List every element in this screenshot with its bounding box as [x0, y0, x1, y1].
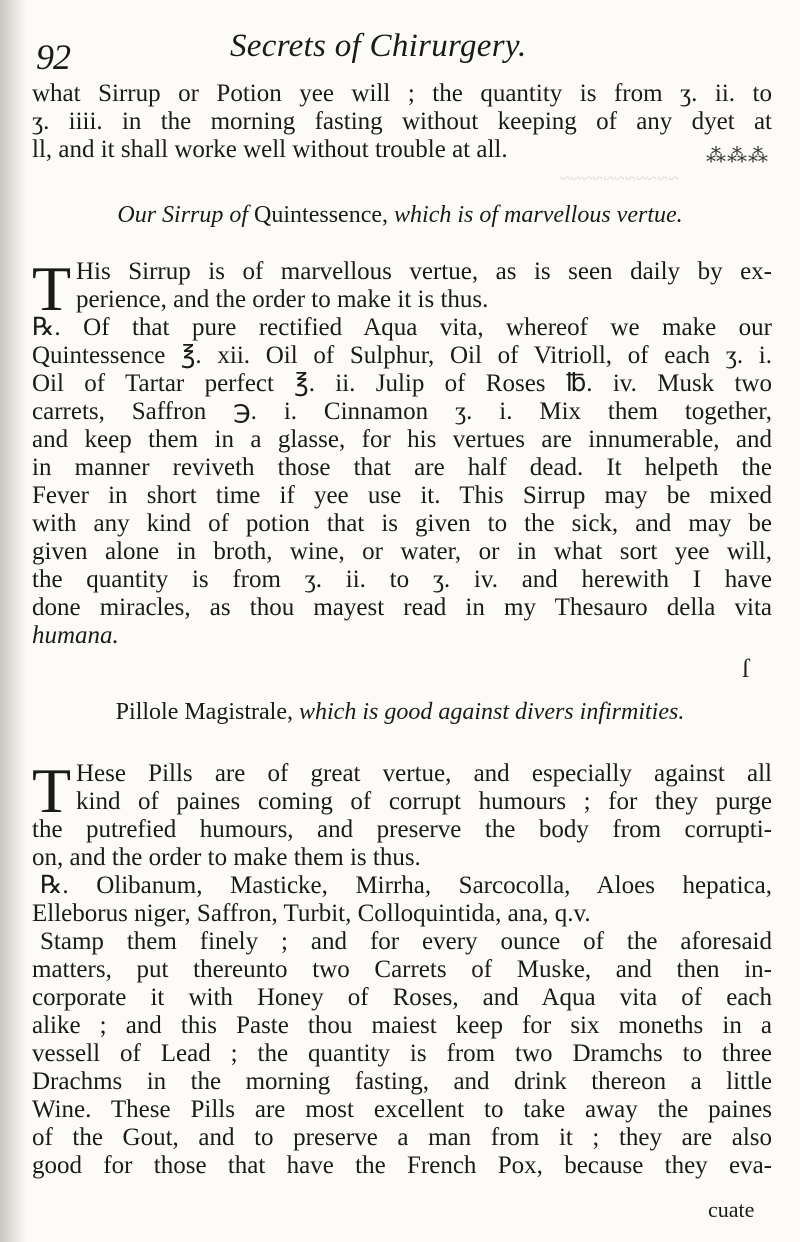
text-line: ℞. Olibanum, Masticke, Mirrha, Sarcocolla, Aloes hepatica,: [40, 872, 772, 899]
text-line: what Sirrup or Potion yee will ; the quantity is from ʒ. ii. to: [32, 80, 772, 107]
text-line: good for those that have the French Pox, because they eva-: [32, 1152, 772, 1179]
paragraph-quintessence: [32, 253, 772, 650]
text-line: Wine. These Pills are most excellent to take away the paines: [32, 1096, 772, 1123]
text-line: corporate it with Honey of Roses, and Aqua vita of each: [32, 984, 772, 1011]
text-line: the putrefied humours, and preserve the body from corrupti-: [32, 816, 772, 843]
text-line: Elleborus niger, Saffron, Turbit, Colloquintida, ana, q.v.: [32, 900, 591, 927]
running-title: Secrets of Chirurgery.: [230, 28, 527, 64]
margin-mark-icon: ſ: [742, 654, 750, 683]
text-line: vessell of Lead ; the quantity is from two Dramchs to three: [32, 1040, 772, 1067]
drop-cap: T: [32, 755, 72, 826]
text-line: given alone in broth, wine, or water, or in what sort yee will,: [32, 538, 772, 565]
paragraph-pillole: [32, 755, 772, 1180]
text-line: with any kind of potion that is given to the sick, and may be: [32, 510, 772, 537]
catchword: cuate: [708, 1197, 755, 1222]
drop-cap: T: [32, 253, 72, 324]
text-line: His Sirrup is of marvellous vertue, as is seen daily by ex-: [76, 258, 772, 285]
section-heading-pillole: [0, 697, 800, 727]
heading-part: Our Sirrup of: [117, 202, 249, 228]
show-through-decoration: ~~~~~~~~~~~: [560, 168, 680, 190]
text-line: Stamp them finely ; and for every ounce of the aforesaid: [40, 928, 772, 955]
text-line: kind of paines coming of corrupt humours ; for they purge: [76, 788, 772, 815]
page-number: 92: [36, 37, 70, 77]
text-line: of the Gout, and to preserve a man from it ; they are also: [32, 1124, 772, 1151]
ornament-icon: ⁂⁂⁂: [706, 145, 769, 167]
section-heading-quintessence: [0, 200, 800, 230]
heading-part: Pillole Magistrale,: [115, 699, 293, 725]
heading-part: which is good against divers infirmities.: [292, 699, 685, 725]
text-line: ℞. Of that pure rectified Aqua vita, whereof we make our: [32, 314, 772, 341]
text-line: the quantity is from ʒ. ii. to ʒ. iv. and herewith I have: [32, 566, 772, 593]
text-line: done miracles, as thou mayest read in my Thesauro della vita: [32, 594, 772, 621]
text-line: and keep them in a glasse, for his vertues are innumerable, and: [32, 426, 772, 453]
text-line: alike ; and this Paste thou maiest keep for six moneths in a: [32, 1012, 772, 1039]
binding-shadow: [0, 0, 26, 1242]
text-line: humana.: [32, 622, 119, 649]
text-line: Drachms in the morning fasting, and drink thereon a little: [32, 1068, 772, 1095]
page-header: [0, 28, 800, 78]
text-line: Quintessence ℥. xii. Oil of Sulphur, Oil of Vitrioll, of each ʒ. i.: [32, 342, 772, 369]
heading-part: which is of marvellous vertue.: [388, 202, 683, 228]
text-line: ll, and it shall worke well without trouble at all.: [32, 136, 508, 163]
text-line: in manner reviveth those that are half dead. It helpeth the: [32, 454, 772, 481]
text-line: carrets, Saffron ℈. i. Cinnamon ʒ. i. Mix them together,: [32, 398, 772, 425]
text-line: Oil of Tartar perfect ℥. ii. Julip of Roses ℔. iv. Musk two: [32, 370, 772, 397]
heading-part: Quintessence,: [248, 202, 389, 228]
text-line: Fever in short time if yee use it. This Sirrup may be mixed: [32, 482, 772, 509]
text-line: perience, and the order to make it is thus.: [76, 286, 489, 313]
text-line: on, and the order to make them is thus.: [32, 844, 421, 871]
intro-paragraph: [32, 80, 772, 164]
text-line: Hese Pills are of great vertue, and especially against all: [76, 760, 772, 787]
text-line: matters, put thereunto two Carrets of Muske, and then in-: [32, 956, 772, 983]
text-line: ʒ. iiii. in the morning fasting without keeping of any dyet at: [32, 108, 772, 135]
